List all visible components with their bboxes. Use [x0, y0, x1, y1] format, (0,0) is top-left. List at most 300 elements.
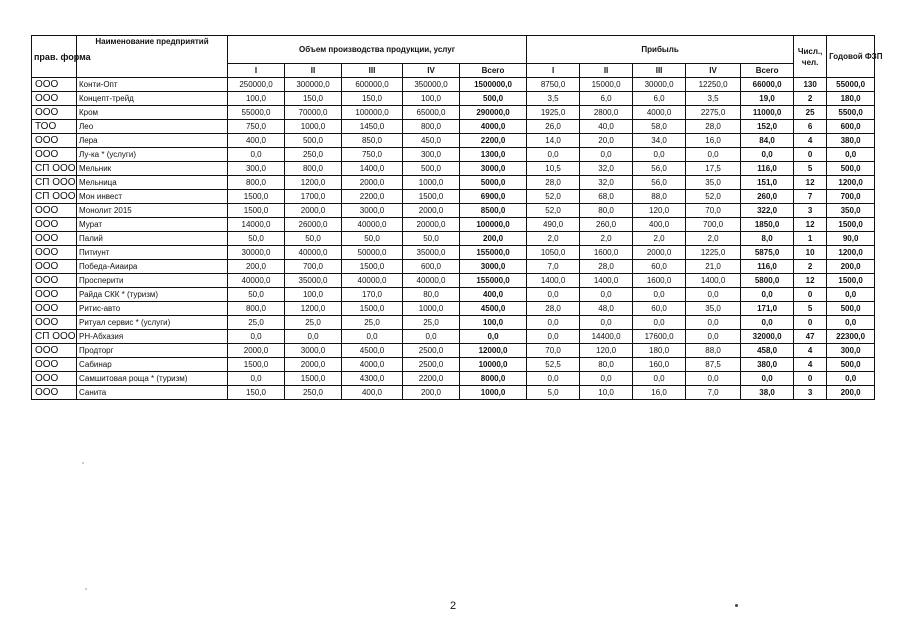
cell-form: ООО	[32, 148, 77, 162]
cell-prod-q3: 40000,0	[342, 218, 403, 232]
cell-prod-total: 2200,0	[460, 134, 527, 148]
cell-profit-total: 260,0	[741, 190, 794, 204]
cell-profit-q3: 34,0	[633, 134, 686, 148]
cell-staff: 12	[794, 274, 827, 288]
cell-prod-total: 400,0	[460, 288, 527, 302]
cell-prod-total: 10000,0	[460, 358, 527, 372]
cell-profit-total: 0,0	[741, 148, 794, 162]
cell-prod-q2: 3000,0	[285, 344, 342, 358]
cell-profit-total: 8,0	[741, 232, 794, 246]
table-row	[32, 358, 875, 372]
cell-prod-total: 100,0	[460, 316, 527, 330]
cell-profit-q1: 0,0	[527, 372, 580, 386]
cell-prod-total: 0,0	[460, 330, 527, 344]
cell-profit-q2: 80,0	[580, 204, 633, 218]
cell-prod-q4: 1500,0	[403, 190, 460, 204]
cell-prod-q4: 2000,0	[403, 204, 460, 218]
cell-profit-q2: 2800,0	[580, 106, 633, 120]
cell-profit-q2: 20,0	[580, 134, 633, 148]
cell-name: Концепт-трейд	[77, 92, 228, 106]
cell-profit-total: 458,0	[741, 344, 794, 358]
cell-prod-q1: 50,0	[228, 232, 285, 246]
cell-profit-q2: 28,0	[580, 260, 633, 274]
cell-prod-q4: 100,0	[403, 92, 460, 106]
cell-name: Питиунт	[77, 246, 228, 260]
cell-form: ООО	[32, 358, 77, 372]
cell-fund: 1500,0	[827, 218, 875, 232]
cell-prod-q4: 25,0	[403, 316, 460, 330]
cell-prod-q4: 1000,0	[403, 302, 460, 316]
cell-staff: 0	[794, 148, 827, 162]
cell-prod-q2: 0,0	[285, 330, 342, 344]
cell-prod-q1: 0,0	[228, 330, 285, 344]
scan-speck	[82, 462, 84, 464]
cell-prod-total: 1500000,0	[460, 78, 527, 92]
cell-profit-q1: 28,0	[527, 176, 580, 190]
cell-prod-q2: 700,0	[285, 260, 342, 274]
cell-prod-total: 12000,0	[460, 344, 527, 358]
cell-fund: 300,0	[827, 344, 875, 358]
table-row	[32, 274, 875, 288]
cell-profit-total: 171,0	[741, 302, 794, 316]
cell-prod-q2: 50,0	[285, 232, 342, 246]
cell-staff: 2	[794, 260, 827, 274]
cell-form: ООО	[32, 232, 77, 246]
cell-prod-q4: 450,0	[403, 134, 460, 148]
cell-profit-total: 5875,0	[741, 246, 794, 260]
cell-name: Мельница	[77, 176, 228, 190]
cell-profit-q1: 52,5	[527, 358, 580, 372]
cell-profit-total: 380,0	[741, 358, 794, 372]
cell-prod-total: 6900,0	[460, 190, 527, 204]
cell-name: Палий	[77, 232, 228, 246]
cell-profit-total: 1850,0	[741, 218, 794, 232]
table-row	[32, 162, 875, 176]
cell-profit-q4: 1225,0	[686, 246, 741, 260]
cell-fund: 350,0	[827, 204, 875, 218]
cell-staff: 12	[794, 218, 827, 232]
cell-profit-q2: 260,0	[580, 218, 633, 232]
cell-prod-q1: 1500,0	[228, 358, 285, 372]
cell-name: Санита	[77, 386, 228, 400]
cell-prod-q1: 250000,0	[228, 78, 285, 92]
cell-prod-q3: 600000,0	[342, 78, 403, 92]
cell-prod-q4: 80,0	[403, 288, 460, 302]
cell-prod-q2: 250,0	[285, 148, 342, 162]
cell-prod-q3: 0,0	[342, 330, 403, 344]
cell-profit-q3: 2,0	[633, 232, 686, 246]
cell-staff: 130	[794, 78, 827, 92]
cell-profit-q1: 0,0	[527, 148, 580, 162]
table-row	[32, 148, 875, 162]
cell-prod-q4: 2500,0	[403, 344, 460, 358]
cell-staff: 5	[794, 302, 827, 316]
cell-profit-q3: 0,0	[633, 372, 686, 386]
cell-profit-q1: 0,0	[527, 330, 580, 344]
cell-profit-q2: 2,0	[580, 232, 633, 246]
cell-prod-q3: 1500,0	[342, 302, 403, 316]
cell-profit-q1: 52,0	[527, 204, 580, 218]
cell-prod-q4: 600,0	[403, 260, 460, 274]
cell-fund: 180,0	[827, 92, 875, 106]
cell-name: Райда СКК * (туризм)	[77, 288, 228, 302]
cell-prod-q3: 850,0	[342, 134, 403, 148]
cell-staff: 25	[794, 106, 827, 120]
cell-name: Просперити	[77, 274, 228, 288]
cell-profit-q3: 17600,0	[633, 330, 686, 344]
cell-name: Конти-Опт	[77, 78, 228, 92]
cell-fund: 600,0	[827, 120, 875, 134]
cell-staff: 6	[794, 120, 827, 134]
cell-prod-q3: 25,0	[342, 316, 403, 330]
cell-prod-q3: 100000,0	[342, 106, 403, 120]
cell-prod-total: 5000,0	[460, 176, 527, 190]
cell-profit-q3: 58,0	[633, 120, 686, 134]
cell-prod-q3: 750,0	[342, 148, 403, 162]
cell-prod-q2: 2000,0	[285, 204, 342, 218]
cell-prod-q3: 50000,0	[342, 246, 403, 260]
header-profit-q3: III	[633, 64, 686, 78]
table-row	[32, 134, 875, 148]
cell-profit-total: 116,0	[741, 162, 794, 176]
cell-prod-q2: 2000,0	[285, 358, 342, 372]
cell-fund: 0,0	[827, 148, 875, 162]
cell-profit-total: 66000,0	[741, 78, 794, 92]
cell-name: Мурат	[77, 218, 228, 232]
cell-profit-q3: 4000,0	[633, 106, 686, 120]
cell-form: ТОО	[32, 120, 77, 134]
cell-profit-q1: 70,0	[527, 344, 580, 358]
cell-prod-q3: 170,0	[342, 288, 403, 302]
cell-profit-q4: 2,0	[686, 232, 741, 246]
cell-prod-total: 500,0	[460, 92, 527, 106]
cell-prod-total: 8000,0	[460, 372, 527, 386]
cell-name: Победа-Аиаира	[77, 260, 228, 274]
cell-profit-q4: 3,5	[686, 92, 741, 106]
cell-prod-q1: 400,0	[228, 134, 285, 148]
cell-prod-q4: 50,0	[403, 232, 460, 246]
cell-profit-q3: 60,0	[633, 260, 686, 274]
cell-prod-q1: 40000,0	[228, 274, 285, 288]
cell-prod-total: 290000,0	[460, 106, 527, 120]
cell-prod-q2: 26000,0	[285, 218, 342, 232]
cell-name: Кром	[77, 106, 228, 120]
cell-form: ООО	[32, 218, 77, 232]
cell-fund: 200,0	[827, 260, 875, 274]
cell-form: СП ООО	[32, 190, 77, 204]
table-row	[32, 372, 875, 386]
cell-prod-total: 3000,0	[460, 260, 527, 274]
cell-prod-q3: 50,0	[342, 232, 403, 246]
cell-form: ООО	[32, 372, 77, 386]
header-profit-q2: II	[580, 64, 633, 78]
cell-staff: 5	[794, 162, 827, 176]
cell-profit-q1: 10,5	[527, 162, 580, 176]
cell-prod-q2: 150,0	[285, 92, 342, 106]
cell-name: РН-Абхазия	[77, 330, 228, 344]
cell-profit-q2: 10,0	[580, 386, 633, 400]
cell-prod-q1: 200,0	[228, 260, 285, 274]
cell-prod-total: 155000,0	[460, 246, 527, 260]
cell-prod-q4: 350000,0	[403, 78, 460, 92]
table-row	[32, 386, 875, 400]
cell-fund: 500,0	[827, 162, 875, 176]
cell-profit-q2: 48,0	[580, 302, 633, 316]
cell-profit-q1: 0,0	[527, 316, 580, 330]
cell-prod-total: 100000,0	[460, 218, 527, 232]
table-row	[32, 302, 875, 316]
cell-profit-q2: 0,0	[580, 372, 633, 386]
cell-prod-q3: 2200,0	[342, 190, 403, 204]
cell-profit-q1: 52,0	[527, 190, 580, 204]
cell-profit-q1: 490,0	[527, 218, 580, 232]
table-row	[32, 260, 875, 274]
cell-prod-q1: 100,0	[228, 92, 285, 106]
cell-profit-q1: 5,0	[527, 386, 580, 400]
table-row	[32, 176, 875, 190]
header-profit-total: Всего	[741, 64, 794, 78]
cell-profit-q2: 6,0	[580, 92, 633, 106]
cell-staff: 2	[794, 92, 827, 106]
cell-prod-q1: 300,0	[228, 162, 285, 176]
cell-profit-total: 19,0	[741, 92, 794, 106]
cell-name: Продторг	[77, 344, 228, 358]
cell-profit-total: 151,0	[741, 176, 794, 190]
cell-prod-q3: 2000,0	[342, 176, 403, 190]
cell-staff: 4	[794, 134, 827, 148]
cell-profit-q3: 56,0	[633, 176, 686, 190]
cell-form: ООО	[32, 260, 77, 274]
cell-form: ООО	[32, 274, 77, 288]
table-row	[32, 120, 875, 134]
cell-name: Монолит 2015	[77, 204, 228, 218]
table-row	[32, 344, 875, 358]
cell-prod-q3: 3000,0	[342, 204, 403, 218]
cell-staff: 4	[794, 344, 827, 358]
cell-profit-q2: 0,0	[580, 316, 633, 330]
cell-staff: 0	[794, 288, 827, 302]
cell-prod-q1: 2000,0	[228, 344, 285, 358]
cell-prod-q2: 25,0	[285, 316, 342, 330]
cell-prod-q2: 1200,0	[285, 302, 342, 316]
cell-prod-q2: 1000,0	[285, 120, 342, 134]
cell-form: СП ООО	[32, 176, 77, 190]
cell-fund: 0,0	[827, 288, 875, 302]
cell-profit-q4: 17,5	[686, 162, 741, 176]
cell-profit-q4: 52,0	[686, 190, 741, 204]
cell-prod-q1: 14000,0	[228, 218, 285, 232]
cell-name: Лео	[77, 120, 228, 134]
header-prod-total: Всего	[460, 64, 527, 78]
cell-profit-q3: 0,0	[633, 288, 686, 302]
header-profit-q4: IV	[686, 64, 741, 78]
header-prod-q2: II	[285, 64, 342, 78]
cell-form: ООО	[32, 302, 77, 316]
cell-prod-q4: 20000,0	[403, 218, 460, 232]
cell-profit-q3: 56,0	[633, 162, 686, 176]
cell-prod-q3: 40000,0	[342, 274, 403, 288]
cell-profit-q3: 2000,0	[633, 246, 686, 260]
cell-profit-total: 5800,0	[741, 274, 794, 288]
cell-profit-q4: 1400,0	[686, 274, 741, 288]
cell-staff: 7	[794, 190, 827, 204]
cell-name: Лу-ка * (услуги)	[77, 148, 228, 162]
cell-form: ООО	[32, 92, 77, 106]
cell-profit-q1: 2,0	[527, 232, 580, 246]
cell-staff: 47	[794, 330, 827, 344]
cell-prod-q1: 30000,0	[228, 246, 285, 260]
cell-profit-q1: 8750,0	[527, 78, 580, 92]
cell-prod-q4: 2200,0	[403, 372, 460, 386]
cell-profit-q2: 0,0	[580, 148, 633, 162]
cell-prod-q2: 1200,0	[285, 176, 342, 190]
cell-name: Лера	[77, 134, 228, 148]
cell-profit-q2: 15000,0	[580, 78, 633, 92]
cell-prod-q2: 40000,0	[285, 246, 342, 260]
header-profit-q1: I	[527, 64, 580, 78]
cell-staff: 0	[794, 372, 827, 386]
cell-prod-q1: 800,0	[228, 176, 285, 190]
table-row	[32, 204, 875, 218]
cell-prod-q4: 35000,0	[403, 246, 460, 260]
cell-form: ООО	[32, 204, 77, 218]
header-name: Наименование предприятий	[77, 36, 228, 78]
cell-prod-q3: 1500,0	[342, 260, 403, 274]
cell-profit-q3: 0,0	[633, 316, 686, 330]
cell-name: Ритуал сервис * (услуги)	[77, 316, 228, 330]
cell-profit-q1: 1400,0	[527, 274, 580, 288]
cell-name: Мон инвест	[77, 190, 228, 204]
cell-form: СП ООО	[32, 162, 77, 176]
cell-profit-total: 38,0	[741, 386, 794, 400]
cell-profit-q3: 30000,0	[633, 78, 686, 92]
cell-prod-q4: 40000,0	[403, 274, 460, 288]
cell-prod-q2: 800,0	[285, 162, 342, 176]
cell-prod-q2: 100,0	[285, 288, 342, 302]
cell-profit-q4: 0,0	[686, 372, 741, 386]
cell-profit-total: 116,0	[741, 260, 794, 274]
cell-profit-q4: 0,0	[686, 288, 741, 302]
cell-form: СП ООО	[32, 330, 77, 344]
cell-profit-q3: 0,0	[633, 148, 686, 162]
page-number: 2	[450, 600, 457, 612]
cell-profit-q3: 1600,0	[633, 274, 686, 288]
cell-profit-q2: 40,0	[580, 120, 633, 134]
cell-profit-q2: 120,0	[580, 344, 633, 358]
cell-profit-q4: 700,0	[686, 218, 741, 232]
cell-fund: 700,0	[827, 190, 875, 204]
header-profit: Прибыль	[527, 36, 794, 64]
cell-profit-q2: 1400,0	[580, 274, 633, 288]
cell-prod-q3: 4300,0	[342, 372, 403, 386]
cell-prod-q2: 70000,0	[285, 106, 342, 120]
cell-prod-q4: 200,0	[403, 386, 460, 400]
cell-profit-q4: 0,0	[686, 330, 741, 344]
cell-prod-q4: 300,0	[403, 148, 460, 162]
cell-profit-total: 0,0	[741, 372, 794, 386]
cell-staff: 1	[794, 232, 827, 246]
cell-prod-q1: 750,0	[228, 120, 285, 134]
cell-profit-total: 322,0	[741, 204, 794, 218]
cell-profit-q3: 120,0	[633, 204, 686, 218]
cell-profit-q1: 1925,0	[527, 106, 580, 120]
header-prod-q4: IV	[403, 64, 460, 78]
cell-prod-q2: 250,0	[285, 386, 342, 400]
cell-staff: 3	[794, 204, 827, 218]
cell-form: ООО	[32, 106, 77, 120]
table-row	[32, 330, 875, 344]
cell-name: Мельник	[77, 162, 228, 176]
cell-prod-q4: 800,0	[403, 120, 460, 134]
cell-prod-q3: 4500,0	[342, 344, 403, 358]
cell-prod-q2: 1500,0	[285, 372, 342, 386]
cell-fund: 380,0	[827, 134, 875, 148]
cell-profit-q2: 32,0	[580, 162, 633, 176]
header-form: прав. форма	[32, 36, 77, 78]
cell-profit-q1: 28,0	[527, 302, 580, 316]
cell-prod-total: 8500,0	[460, 204, 527, 218]
cell-prod-q3: 400,0	[342, 386, 403, 400]
cell-profit-q4: 0,0	[686, 316, 741, 330]
table-row	[32, 232, 875, 246]
cell-prod-q4: 500,0	[403, 162, 460, 176]
table-row	[32, 106, 875, 120]
cell-profit-q4: 16,0	[686, 134, 741, 148]
cell-fund: 90,0	[827, 232, 875, 246]
table-row	[32, 316, 875, 330]
cell-fund: 200,0	[827, 386, 875, 400]
cell-prod-q2: 35000,0	[285, 274, 342, 288]
cell-prod-q1: 150,0	[228, 386, 285, 400]
cell-prod-total: 4500,0	[460, 302, 527, 316]
header-fund: Годовой ФЗП	[827, 36, 875, 78]
cell-form: ООО	[32, 246, 77, 260]
cell-prod-q1: 0,0	[228, 148, 285, 162]
cell-profit-q2: 80,0	[580, 358, 633, 372]
cell-prod-q1: 55000,0	[228, 106, 285, 120]
table-row	[32, 92, 875, 106]
cell-form: ООО	[32, 344, 77, 358]
cell-profit-q3: 60,0	[633, 302, 686, 316]
cell-prod-q4: 2500,0	[403, 358, 460, 372]
cell-staff: 3	[794, 386, 827, 400]
cell-form: ООО	[32, 386, 77, 400]
cell-fund: 500,0	[827, 302, 875, 316]
table-body	[32, 78, 875, 400]
cell-profit-q4: 7,0	[686, 386, 741, 400]
cell-profit-q3: 88,0	[633, 190, 686, 204]
cell-prod-q3: 1400,0	[342, 162, 403, 176]
cell-profit-q4: 21,0	[686, 260, 741, 274]
scan-speck-2	[85, 588, 87, 590]
cell-profit-total: 11000,0	[741, 106, 794, 120]
cell-prod-q1: 25,0	[228, 316, 285, 330]
cell-fund: 55000,0	[827, 78, 875, 92]
cell-prod-q1: 1500,0	[228, 190, 285, 204]
cell-profit-q4: 87,5	[686, 358, 741, 372]
cell-fund: 0,0	[827, 372, 875, 386]
cell-profit-q4: 70,0	[686, 204, 741, 218]
cell-staff: 12	[794, 176, 827, 190]
cell-prod-q2: 500,0	[285, 134, 342, 148]
cell-profit-q1: 14,0	[527, 134, 580, 148]
cell-form: ООО	[32, 134, 77, 148]
table-row	[32, 288, 875, 302]
cell-prod-q4: 1000,0	[403, 176, 460, 190]
cell-form: ООО	[32, 78, 77, 92]
cell-profit-q2: 68,0	[580, 190, 633, 204]
cell-form: ООО	[32, 316, 77, 330]
